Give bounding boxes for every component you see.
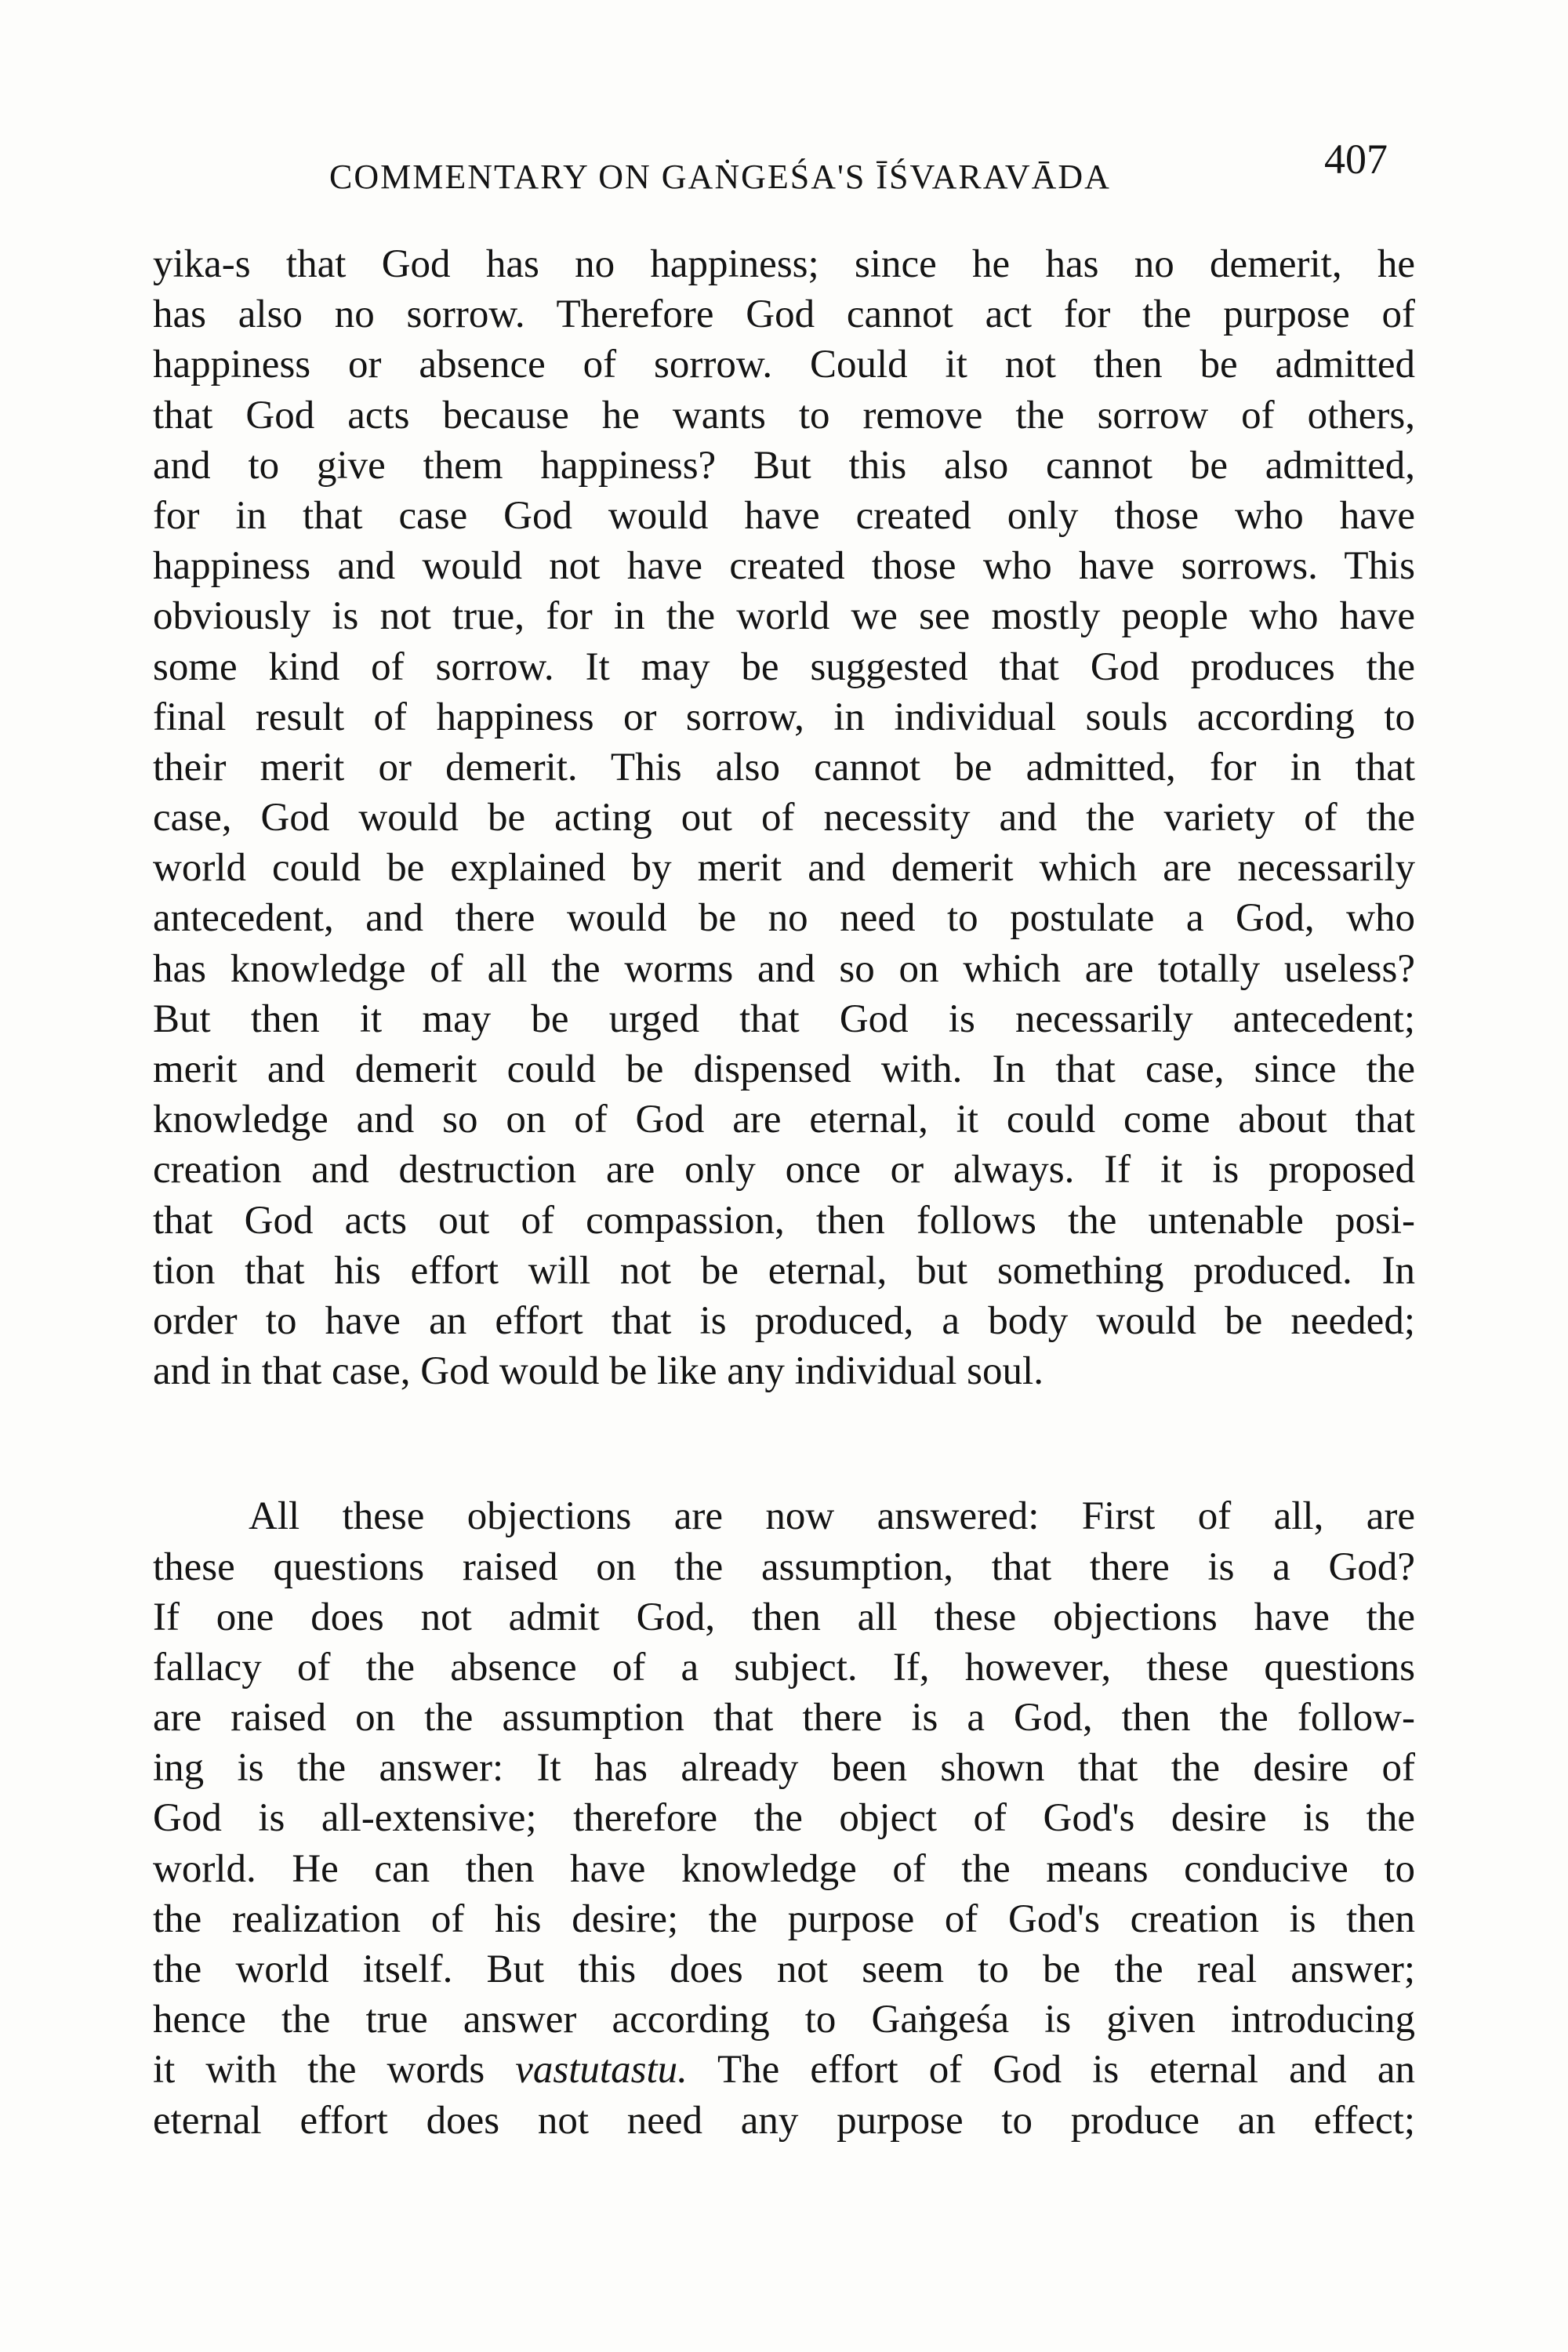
text-line: hence the true answer according to Gaṅgeśa is given introducing	[153, 1998, 1415, 2042]
paragraph-spacer	[153, 1396, 1415, 1491]
text-line: world. He can then have knowledge of the means conducive to	[153, 1846, 1415, 1891]
text-fragment: it with the words	[153, 2048, 516, 2092]
text-line: final result of happiness or sorrow, in individual souls according to	[153, 695, 1415, 739]
text-line: All these objections are now answered: First of all, are	[249, 1494, 1415, 1539]
text-line: ing is the answer: It has already been shown that the desire of	[153, 1746, 1415, 1791]
text-line: antecedent, and there would be no need to postulate a God, who	[153, 896, 1415, 941]
text-line: for in that case God would have created only those who have	[153, 493, 1415, 538]
text-line: are raised on the assumption that there is a God, then the follow-	[153, 1696, 1415, 1740]
text-line: has also no sorrow. Therefore God cannot act for the purpose of	[153, 292, 1415, 337]
text-line: some kind of sorrow. It may be suggested that God produces the	[153, 644, 1415, 689]
text-line: order to have an effort that is produced, a body would be needed;	[153, 1298, 1415, 1343]
text-line: the realization of his desire; the purpose of God's creation is then	[153, 1896, 1415, 1941]
text-line: tion that his effort will not be eternal, but something produced. In	[153, 1248, 1415, 1293]
text-line: eternal effort does not need any purpose to produce an effect;	[153, 2098, 1415, 2143]
page-number: 407	[1324, 136, 1388, 183]
text-line: merit and demerit could be dispensed with. In that case, since the	[153, 1047, 1415, 1091]
text-line-with-italic	[153, 2045, 1415, 2095]
text-line: world could be explained by merit and demerit which are necessarily	[153, 846, 1415, 891]
text-line: happiness or absence of sorrow. Could it not then be admitted	[153, 343, 1415, 387]
text-line: knowledge and so on of God are eternal, it could come about that	[153, 1098, 1415, 1142]
text-line: and to give them happiness? But this also cannot be admitted,	[153, 443, 1415, 488]
text-fragment: The effort of God is eternal and an	[687, 2048, 1415, 2092]
text-line: that God acts out of compassion, then follows the untenable posi-	[153, 1198, 1415, 1243]
text-line: that God acts because he wants to remove the sorrow of others,	[153, 393, 1415, 437]
text-line: God is all-extensive; therefore the object of God's desire is the	[153, 1796, 1415, 1841]
text-line: creation and destruction are only once or always. If it is proposed	[153, 1148, 1415, 1192]
text-line: and in that case, God would be like any individual soul.	[153, 1349, 1044, 1394]
text-line: happiness and would not have created those who have sorrows. This	[153, 544, 1415, 589]
text-line: But then it may be urged that God is necessarily antecedent;	[153, 996, 1415, 1041]
text-line: these questions raised on the assumption, that there is a God?	[153, 1544, 1415, 1589]
text-line: case, God would be acting out of necessity and the variety of the	[153, 796, 1415, 840]
text-line: obviously is not true, for in the world we see mostly people who have	[153, 594, 1415, 639]
text-line: If one does not admit God, then all these objections have the	[153, 1595, 1415, 1639]
text-line: their merit or demerit. This also cannot be admitted, for in that	[153, 745, 1415, 789]
paragraph-1	[153, 239, 1415, 1396]
text-line: has knowledge of all the worms and so on which are totally useless?	[153, 946, 1415, 991]
text-line: yika-s that God has no happiness; since he has no demerit, he	[153, 242, 1415, 286]
text-line: the world itself. But this does not seem to be the real answer;	[153, 1947, 1415, 1991]
text-line: fallacy of the absence of a subject. If, however, these questions	[153, 1645, 1415, 1690]
body-text	[153, 239, 1415, 2146]
running-head-title: COMMENTARY ON GAṄGEŚA'S ĪŚVARAVĀDA	[329, 158, 1111, 196]
paragraph-2	[153, 1491, 1415, 2145]
italic-term: vastutastu.	[515, 2048, 688, 2092]
